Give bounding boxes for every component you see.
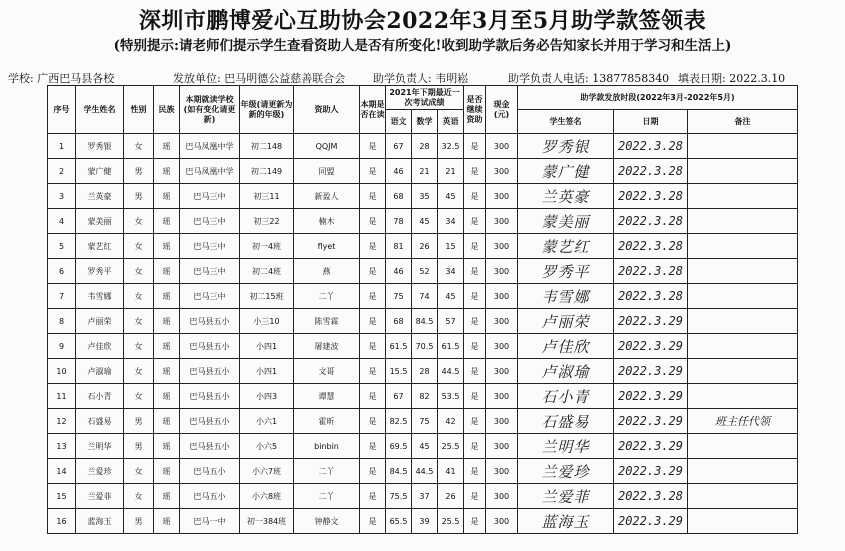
sponsor-cell: 屠建波 [294,334,360,359]
math-score: 74 [412,284,438,309]
phone-info: 助学负责人电话: 13877858340 [508,72,670,85]
sign-date: 2022.3.29 [614,434,688,459]
continue-cell: 是 [464,359,486,384]
row-number: 2 [48,159,76,184]
student-name: 蒙美丽 [76,209,124,234]
grade-cell: 小六7班 [240,459,294,484]
math-score: 28 [412,359,438,384]
continue-cell: 是 [464,184,486,209]
continue-cell: 是 [464,509,486,534]
student-signature: 石小青 [518,384,614,409]
grade-cell: 初一4班 [240,234,294,259]
continue-cell: 是 [464,309,486,334]
student-name: 兰爱菲 [76,484,124,509]
grade-cell: 初二148 [240,134,294,159]
grade-cell: 初二4班 [240,259,294,284]
cash-cell: 300 [486,134,518,159]
continue-cell: 是 [464,434,486,459]
cash-cell: 300 [486,334,518,359]
enrolled-cell: 是 [360,134,386,159]
header-no: 序号 [48,86,76,134]
sign-date: 2022.3.29 [614,509,688,534]
english-score: 26 [438,484,464,509]
math-score: 45 [412,209,438,234]
student-signature: 卢淑瑜 [518,359,614,384]
grade-cell: 小六1 [240,409,294,434]
english-score: 34 [438,259,464,284]
school-cell: 巴马三中 [180,184,240,209]
remarks-cell [688,159,798,184]
math-score: 45 [412,434,438,459]
gender-cell: 女 [124,234,154,259]
sign-date: 2022.3.28 [614,159,688,184]
enrolled-cell: 是 [360,209,386,234]
continue-cell: 是 [464,259,486,284]
remarks-cell [688,134,798,159]
remarks-cell [688,459,798,484]
grade-cell: 初二149 [240,159,294,184]
sign-date: 2022.3.29 [614,459,688,484]
english-score: 44.5 [438,359,464,384]
student-name: 罗秀平 [76,259,124,284]
gender-cell: 男 [124,434,154,459]
ethnicity-cell: 瑶 [154,384,180,409]
gender-cell: 女 [124,359,154,384]
row-number: 1 [48,134,76,159]
enrolled-cell: 是 [360,409,386,434]
math-score: 52 [412,259,438,284]
row-number: 10 [48,359,76,384]
math-score: 75 [412,409,438,434]
table-row [48,484,798,509]
student-signature: 蒙美丽 [518,209,614,234]
remarks-cell: 班主任代领 [688,409,798,434]
student-name: 卢淑瑜 [76,359,124,384]
student-name: 蒙艺红 [76,234,124,259]
continue-cell: 是 [464,334,486,359]
sign-date: 2022.3.28 [614,134,688,159]
sponsor-cell: 新盈人 [294,184,360,209]
student-name: 蒙广健 [76,159,124,184]
form-title: 深圳市鹏博爱心互助协会2022年3月至5月助学款签领表 [138,8,707,34]
header-math: 数学 [412,110,438,134]
gender-cell: 女 [124,284,154,309]
table-row [48,434,798,459]
sponsor-cell: 楠木 [294,209,360,234]
row-number: 14 [48,459,76,484]
header-period: 助学款发放时段(2022年3月-2022年5月) [518,86,798,110]
chinese-score: 69.5 [386,434,412,459]
school-cell: 巴马三中 [180,284,240,309]
remarks-cell [688,359,798,384]
ethnicity-cell: 瑶 [154,284,180,309]
student-name: 兰爱珍 [76,459,124,484]
chinese-score: 68 [386,184,412,209]
chinese-score: 65.5 [386,509,412,534]
cash-cell: 300 [486,309,518,334]
ethnicity-cell: 瑶 [154,484,180,509]
remarks-cell [688,209,798,234]
english-score: 57 [438,309,464,334]
header-school: 本期就读学校(如有变化请更新) [180,86,240,134]
school-cell: 巴马三中 [180,209,240,234]
enrolled-cell: 是 [360,359,386,384]
manager-info: 助学负责人: 韦明崧 [373,72,469,85]
continue-cell: 是 [464,134,486,159]
remarks-cell [688,384,798,409]
cash-cell: 300 [486,234,518,259]
ethnicity-cell: 瑶 [154,259,180,284]
table-row [48,134,798,159]
sponsor-cell: 二丫 [294,484,360,509]
continue-cell: 是 [464,209,486,234]
sign-date: 2022.3.29 [614,359,688,384]
cash-cell: 300 [486,359,518,384]
issuer-info: 发放单位: 巴马明德公益慈善联合会 [173,72,346,85]
table-row [48,209,798,234]
sign-date: 2022.3.29 [614,409,688,434]
sign-date: 2022.3.28 [614,259,688,284]
sign-date: 2022.3.28 [614,484,688,509]
enrolled-cell: 是 [360,434,386,459]
student-name: 韦雪娜 [76,284,124,309]
table-row [48,384,798,409]
gender-cell: 女 [124,384,154,409]
remarks-cell [688,434,798,459]
chinese-score: 84.5 [386,459,412,484]
english-score: 61.5 [438,334,464,359]
student-name: 石小青 [76,384,124,409]
cash-cell: 300 [486,484,518,509]
sponsor-cell: 同盟 [294,159,360,184]
ethnicity-cell: 瑶 [154,459,180,484]
continue-cell: 是 [464,384,486,409]
ethnicity-cell: 瑶 [154,184,180,209]
remarks-cell [688,259,798,284]
cash-cell: 300 [486,284,518,309]
table-row [48,184,798,209]
header-signdate: 日期 [614,110,688,134]
sponsor-cell: QQJM [294,134,360,159]
student-signature: 兰爱菲 [518,484,614,509]
enrolled-cell: 是 [360,259,386,284]
ethnicity-cell: 瑶 [154,334,180,359]
chinese-score: 78 [386,209,412,234]
header-english: 英语 [438,110,464,134]
row-number: 3 [48,184,76,209]
date-info: 填表日期: 2022.3.10 [678,72,786,85]
math-score: 26 [412,234,438,259]
gender-cell: 女 [124,209,154,234]
grade-cell: 初三11 [240,184,294,209]
school-cell: 巴马五小 [180,459,240,484]
math-score: 39 [412,509,438,534]
remarks-cell [688,234,798,259]
student-signature: 兰爱珍 [518,459,614,484]
table-row [48,409,798,434]
gender-cell: 女 [124,259,154,284]
cash-cell: 300 [486,384,518,409]
math-score: 44.5 [412,459,438,484]
enrolled-cell: 是 [360,284,386,309]
school-cell: 巴马一中 [180,509,240,534]
gender-cell: 男 [124,409,154,434]
math-score: 28 [412,134,438,159]
header-enrolled: 本期是否在读 [360,86,386,134]
row-number: 11 [48,384,76,409]
english-score: 45 [438,284,464,309]
student-signature: 兰明华 [518,434,614,459]
chinese-score: 46 [386,159,412,184]
sponsor-cell: 文哥 [294,359,360,384]
cash-cell: 300 [486,209,518,234]
math-score: 35 [412,184,438,209]
student-name: 卢佳欣 [76,334,124,359]
row-number: 15 [48,484,76,509]
continue-cell: 是 [464,234,486,259]
english-score: 32.5 [438,134,464,159]
header-signature: 学生签名 [518,110,614,134]
math-score: 37 [412,484,438,509]
gender-cell: 女 [124,134,154,159]
remarks-cell [688,334,798,359]
enrolled-cell: 是 [360,184,386,209]
chinese-score: 46 [386,259,412,284]
english-score: 34 [438,209,464,234]
chinese-score: 67 [386,134,412,159]
table-row [48,234,798,259]
ethnicity-cell: 瑶 [154,159,180,184]
header-remarks: 备注 [688,110,798,134]
grade-cell: 初三22 [240,209,294,234]
sign-date: 2022.3.28 [614,284,688,309]
table-row [48,509,798,534]
ethnicity-cell: 瑶 [154,359,180,384]
gender-cell: 女 [124,309,154,334]
continue-cell: 是 [464,284,486,309]
english-score: 41 [438,459,464,484]
math-score: 21 [412,159,438,184]
math-score: 82 [412,384,438,409]
chinese-score: 67 [386,384,412,409]
student-name: 蓝海玉 [76,509,124,534]
enrolled-cell: 是 [360,234,386,259]
ethnicity-cell: 瑶 [154,509,180,534]
english-score: 25.5 [438,509,464,534]
cash-cell: 300 [486,159,518,184]
english-score: 25.5 [438,434,464,459]
enrolled-cell: 是 [360,459,386,484]
sign-date: 2022.3.28 [614,184,688,209]
student-signature: 韦雪娜 [518,284,614,309]
grade-cell: 小六8班 [240,484,294,509]
chinese-score: 81 [386,234,412,259]
ethnicity-cell: 瑶 [154,234,180,259]
chinese-score: 61.5 [386,334,412,359]
row-number: 16 [48,509,76,534]
gender-cell: 女 [124,484,154,509]
school-cell: 巴马县五小 [180,309,240,334]
student-signature: 罗秀银 [518,134,614,159]
remarks-cell [688,284,798,309]
student-signature: 蓝海玉 [518,509,614,534]
sign-date: 2022.3.28 [614,209,688,234]
sign-date: 2022.3.29 [614,384,688,409]
enrolled-cell: 是 [360,484,386,509]
row-number: 6 [48,259,76,284]
enrolled-cell: 是 [360,509,386,534]
sponsor-cell: 二丫 [294,284,360,309]
enrolled-cell: 是 [360,309,386,334]
chinese-score: 82.5 [386,409,412,434]
header-sponsor: 资助人 [294,86,360,134]
sponsor-cell: 钟静文 [294,509,360,534]
english-score: 15 [438,234,464,259]
grade-cell: 小四1 [240,359,294,384]
sponsor-cell: binbin [294,434,360,459]
english-score: 53.5 [438,384,464,409]
grade-cell: 初一384班 [240,509,294,534]
student-signature: 石盛易 [518,409,614,434]
school-cell: 巴马三中 [180,234,240,259]
math-score: 70.5 [412,334,438,359]
english-score: 21 [438,159,464,184]
grade-cell: 小六5 [240,434,294,459]
row-number: 9 [48,334,76,359]
school-cell: 巴马凤凰中学 [180,134,240,159]
sponsor-cell: 燕 [294,259,360,284]
sponsor-cell: 二丫 [294,459,360,484]
ethnicity-cell: 瑶 [154,434,180,459]
enrolled-cell: 是 [360,159,386,184]
row-number: 13 [48,434,76,459]
table-row [48,159,798,184]
sponsor-cell: 霍昕 [294,409,360,434]
sign-date: 2022.3.28 [614,234,688,259]
table-row [48,259,798,284]
sponsor-cell: flyet [294,234,360,259]
header-grade: 年级(请更新为新的年级) [240,86,294,134]
gender-cell: 女 [124,459,154,484]
header-chinese: 语文 [386,110,412,134]
school-cell: 巴马凤凰中学 [180,159,240,184]
header-cash: 现金(元) [486,86,518,134]
header-gender: 性别 [124,86,154,134]
special-notice: (特别提示:请老师们提示学生查看资助人是否有所变化!收到助学款后务必告知家长并用于学习和生活上) [113,38,732,54]
school-cell: 巴马五小 [180,484,240,509]
grade-cell: 小四1 [240,334,294,359]
header-continue: 是否继续资助 [464,86,486,134]
ethnicity-cell: 瑶 [154,309,180,334]
grade-cell: 小三10 [240,309,294,334]
cash-cell: 300 [486,434,518,459]
ethnicity-cell: 瑶 [154,134,180,159]
table-row [48,309,798,334]
school-cell: 巴马三中 [180,259,240,284]
remarks-cell [688,184,798,209]
student-name: 罗秀银 [76,134,124,159]
row-number: 5 [48,234,76,259]
gender-cell: 男 [124,509,154,534]
row-number: 4 [48,209,76,234]
gender-cell: 男 [124,159,154,184]
math-score: 84.5 [412,309,438,334]
sponsor-cell: 谭慧 [294,384,360,409]
student-name: 卢丽荣 [76,309,124,334]
school-info: 学校: 广西巴马县各校 [8,72,115,85]
english-score: 45 [438,184,464,209]
school-cell: 巴马县五小 [180,334,240,359]
cash-cell: 300 [486,184,518,209]
enrolled-cell: 是 [360,334,386,359]
chinese-score: 68 [386,309,412,334]
header-ethnicity: 民族 [154,86,180,134]
cash-cell: 300 [486,409,518,434]
continue-cell: 是 [464,459,486,484]
enrolled-cell: 是 [360,384,386,409]
remarks-cell [688,484,798,509]
gender-cell: 男 [124,184,154,209]
student-signature: 蒙广健 [518,159,614,184]
header-scores: 2021年下期最近一次考试成绩 [386,86,464,110]
row-number: 7 [48,284,76,309]
stipend-table [47,85,798,534]
school-cell: 巴马县五小 [180,359,240,384]
remarks-cell [688,309,798,334]
school-cell: 巴马县五小 [180,434,240,459]
student-signature: 蒙艺红 [518,234,614,259]
chinese-score: 75.5 [386,484,412,509]
table-row [48,284,798,309]
school-cell: 巴马县五小 [180,409,240,434]
student-signature: 卢佳欣 [518,334,614,359]
gender-cell: 女 [124,334,154,359]
sign-date: 2022.3.29 [614,334,688,359]
cash-cell: 300 [486,509,518,534]
chinese-score: 75 [386,284,412,309]
header-name: 学生姓名 [76,86,124,134]
student-signature: 罗秀平 [518,259,614,284]
school-cell: 巴马县五小 [180,384,240,409]
sign-date: 2022.3.29 [614,309,688,334]
chinese-score: 15.5 [386,359,412,384]
cash-cell: 300 [486,459,518,484]
english-score: 42 [438,409,464,434]
row-number: 12 [48,409,76,434]
student-signature: 兰英豪 [518,184,614,209]
continue-cell: 是 [464,409,486,434]
sponsor-cell: 陈雪霖 [294,309,360,334]
student-name: 兰明华 [76,434,124,459]
ethnicity-cell: 瑶 [154,409,180,434]
student-name: 兰英豪 [76,184,124,209]
row-number: 8 [48,309,76,334]
student-name: 石盛易 [76,409,124,434]
student-signature: 卢丽荣 [518,309,614,334]
remarks-cell [688,509,798,534]
grade-cell: 小四3 [240,384,294,409]
table-row [48,459,798,484]
grade-cell: 初二15班 [240,284,294,309]
table-row [48,334,798,359]
continue-cell: 是 [464,484,486,509]
ethnicity-cell: 瑶 [154,209,180,234]
continue-cell: 是 [464,159,486,184]
table-row [48,359,798,384]
cash-cell: 300 [486,259,518,284]
